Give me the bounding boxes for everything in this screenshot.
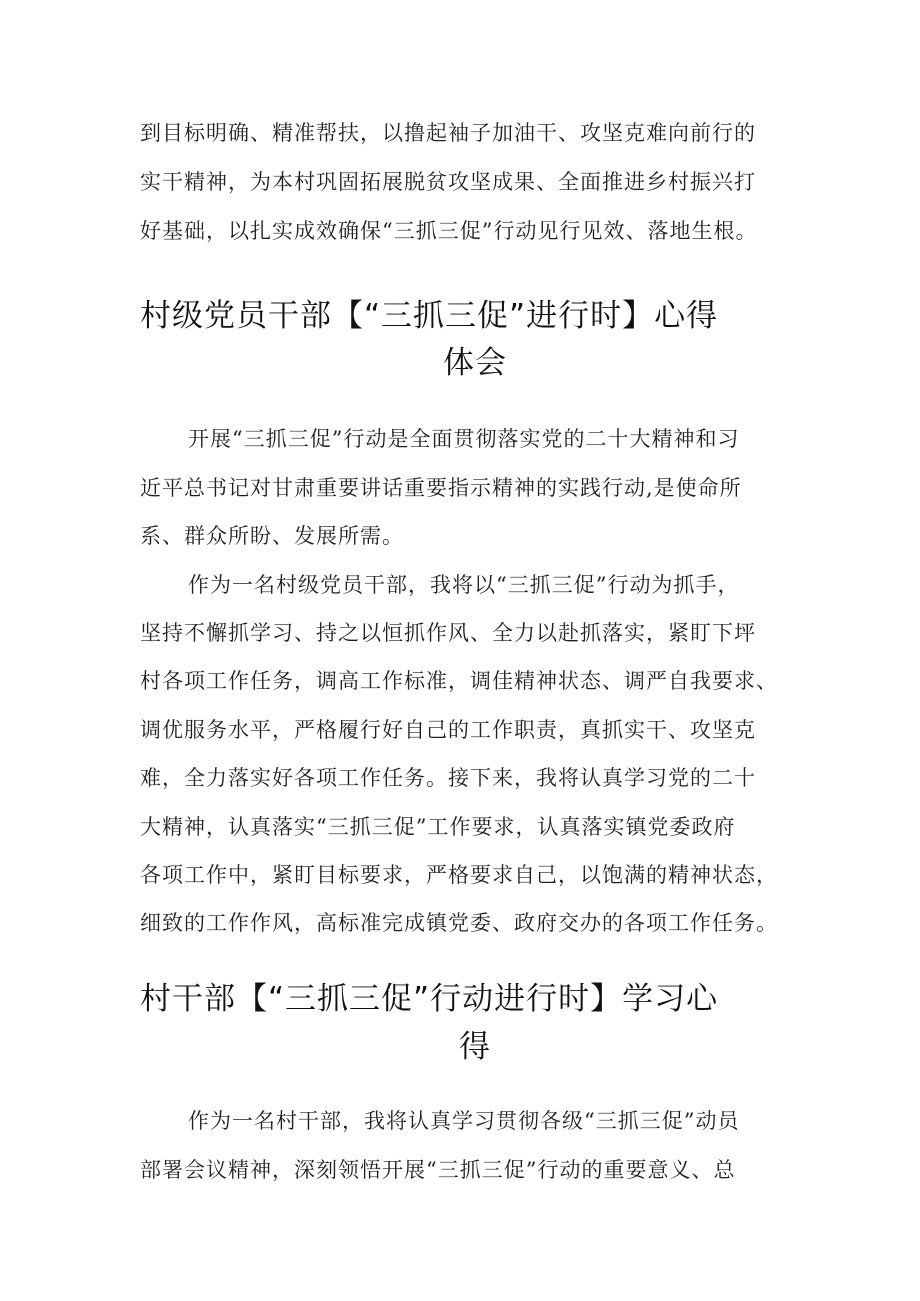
paragraph-line: 开展“三抓三促”行动是全面贯彻落实党的二十大精神和习 — [188, 427, 740, 451]
paragraph-line: 作为一名村干部，我将认真学习贯彻各级“三抓三促”动员 — [188, 1109, 740, 1133]
paragraph-line: 部署会议精神，深刻领悟开展“三抓三促”行动的重要意义、总 — [140, 1158, 736, 1182]
paragraph-line: 作为一名村级党员干部，我将以“三抓三促”行动为抓手， — [188, 573, 740, 597]
section-heading-continued: 体会 — [443, 345, 507, 381]
paragraph-line: 坚持不懈抓学习、持之以恒抓作风、全力以赴抓落实，紧盯下坪 — [140, 621, 756, 645]
paragraph-line: 系、群众所盼、发展所需。 — [140, 524, 404, 548]
paragraph-line: 难，全力落实好各项工作任务。接下来，我将认真学习党的二十 — [140, 766, 756, 790]
paragraph-line: 好基础，以扎实成效确保“三抓三促”行动见行见效、落地生根。 — [140, 219, 758, 243]
section-heading-continued: 得 — [459, 1029, 491, 1065]
paragraph-line: 村各项工作任务，调高工作标准，调佳精神状态、调严自我要求、 — [140, 669, 778, 693]
paragraph-line: 实干精神，为本村巩固拓展脱贫攻坚成果、全面推进乡村振兴打 — [140, 170, 756, 194]
paragraph-line: 调优服务水平，严格履行好自己的工作职责，真抓实干、攻坚克 — [140, 718, 756, 742]
paragraph-line: 各项工作中，紧盯目标要求，严格要求自己，以饱满的精神状态， — [140, 863, 778, 887]
paragraph-line: 到目标明确、精准帮扶，以撸起袖子加油干、攻坚克难向前行的 — [140, 121, 756, 145]
paragraph-line: 细致的工作作风，高标准完成镇党委、政府交办的各项工作任务。 — [140, 911, 778, 935]
paragraph-line: 大精神，认真落实“三抓三促”工作要求，认真落实镇党委政府 — [140, 815, 736, 839]
section-heading: 村干部【“三抓三促”行动进行时】学习心 — [140, 981, 719, 1017]
section-heading: 村级党员干部【“三抓三促”进行时】心得 — [140, 298, 719, 334]
paragraph-line: 近平总书记对甘肃重要讲话重要指示精神的实践行动,是使命所 — [140, 476, 742, 500]
